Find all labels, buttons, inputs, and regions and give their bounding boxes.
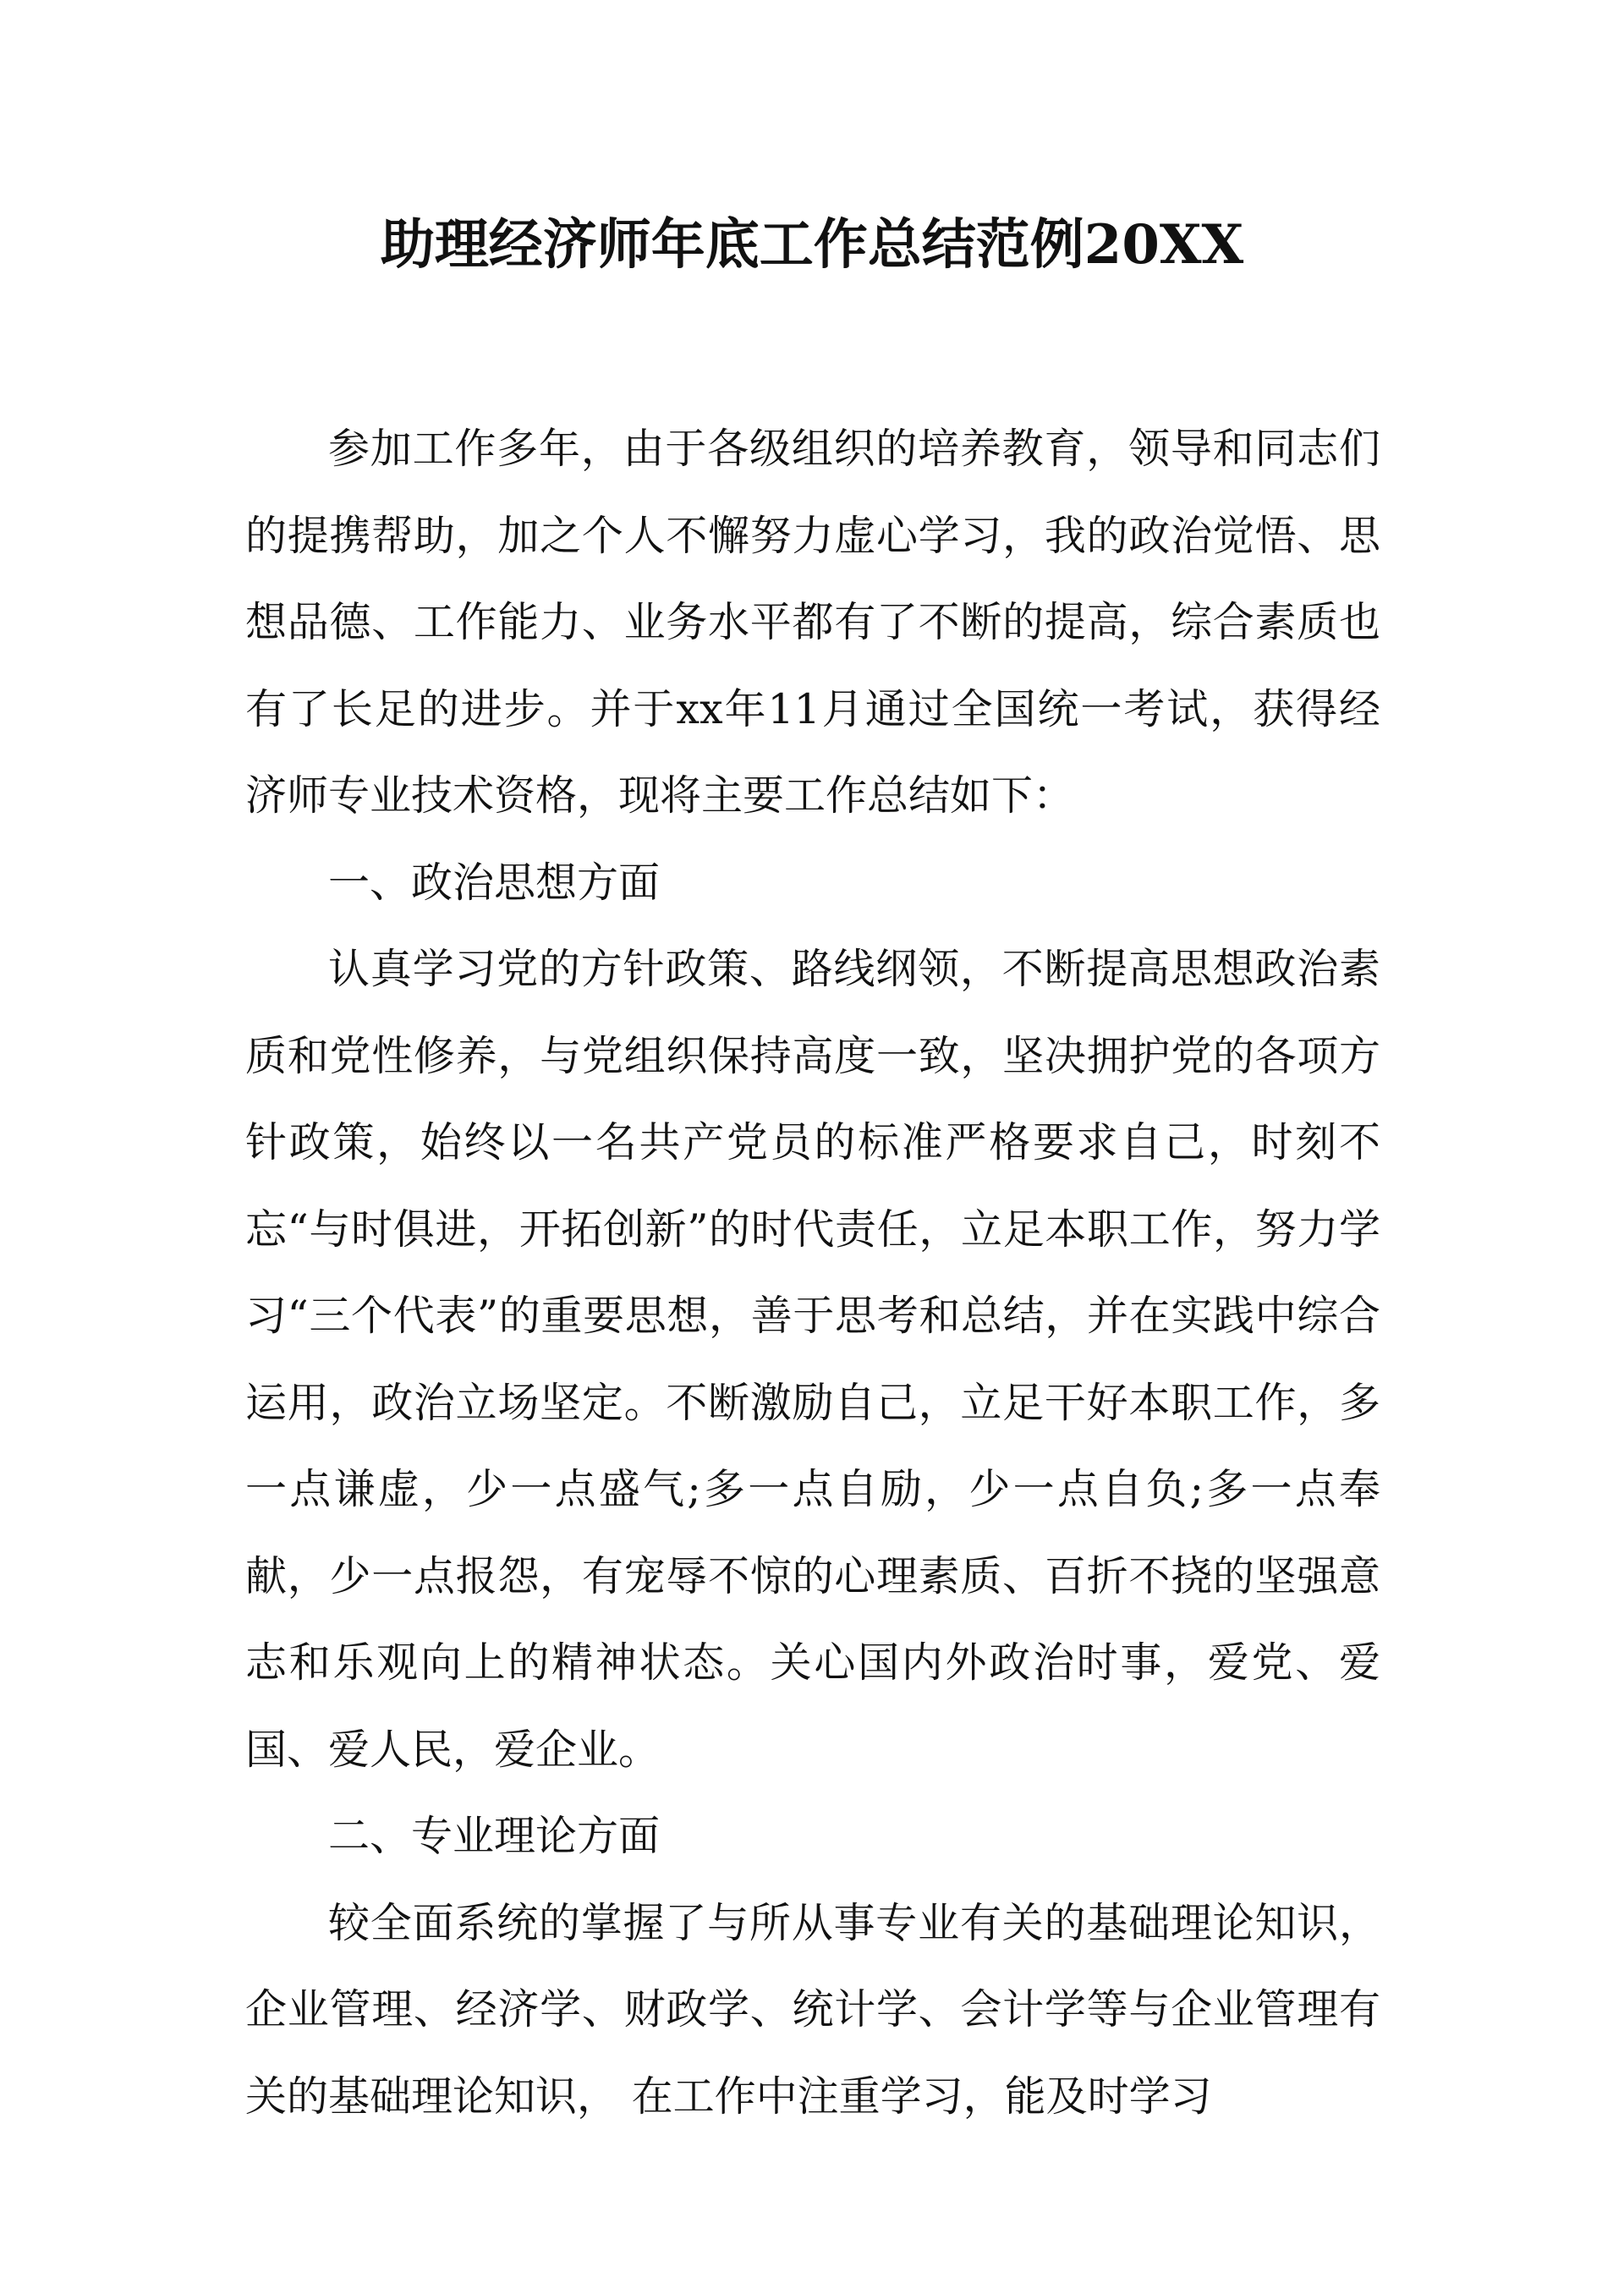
- paragraph-intro: 参加工作多年，由于各级组织的培养教育，领导和同志们的提携帮助，加之个人不懈努力虚心学习，我的政治觉悟、思想品德、工作能力、业务水平都有了不断的提高，综合素质也有了长足的进步。并于xx年11月通过全国统一考试，获得经济师专业技术资格，现将主要工作总结如下：: [245, 425, 1380, 820]
- section-heading-theory: 二、专业理论方面: [328, 1812, 661, 1860]
- document-body: [245, 406, 1380, 2140]
- paragraph-theory: 较全面系统的掌握了与所从事专业有关的基础理论知识，企业管理、经济学、财政学、统计学、会计学等与企业管理有关的基础理论知识， 在工作中注重学习，能及时学习: [245, 1898, 1380, 2121]
- section-heading-political: 一、政治思想方面: [328, 858, 661, 907]
- paragraph-political: 认真学习党的方针政策、路线纲领，不断提高思想政治素质和党性修养，与党组织保持高度一致，坚决拥护党的各项方针政策，始终以一名共产党员的标准严格要求自己，时刻不忘“与时俱进，开拓创新”的时代责任，立足本职工作，努力学习“三个代表”的重要思想，善于思考和总结，并在实践中综合运用，政治立场坚定。不断激励自己，立足干好本职工作，多一点谦虚，少一点盛气;多一点自励，少一点自负;多一点奉献，少一点报怨，有宠辱不惊的心理素质、百折不挠的坚强意志和乐观向上的精神状态。关心国内外政治时事，爱党、爱国、爱人民，爱企业。: [245, 945, 1380, 1774]
- document-title: 助理经济师年底工作总结范例20XX: [380, 213, 1244, 277]
